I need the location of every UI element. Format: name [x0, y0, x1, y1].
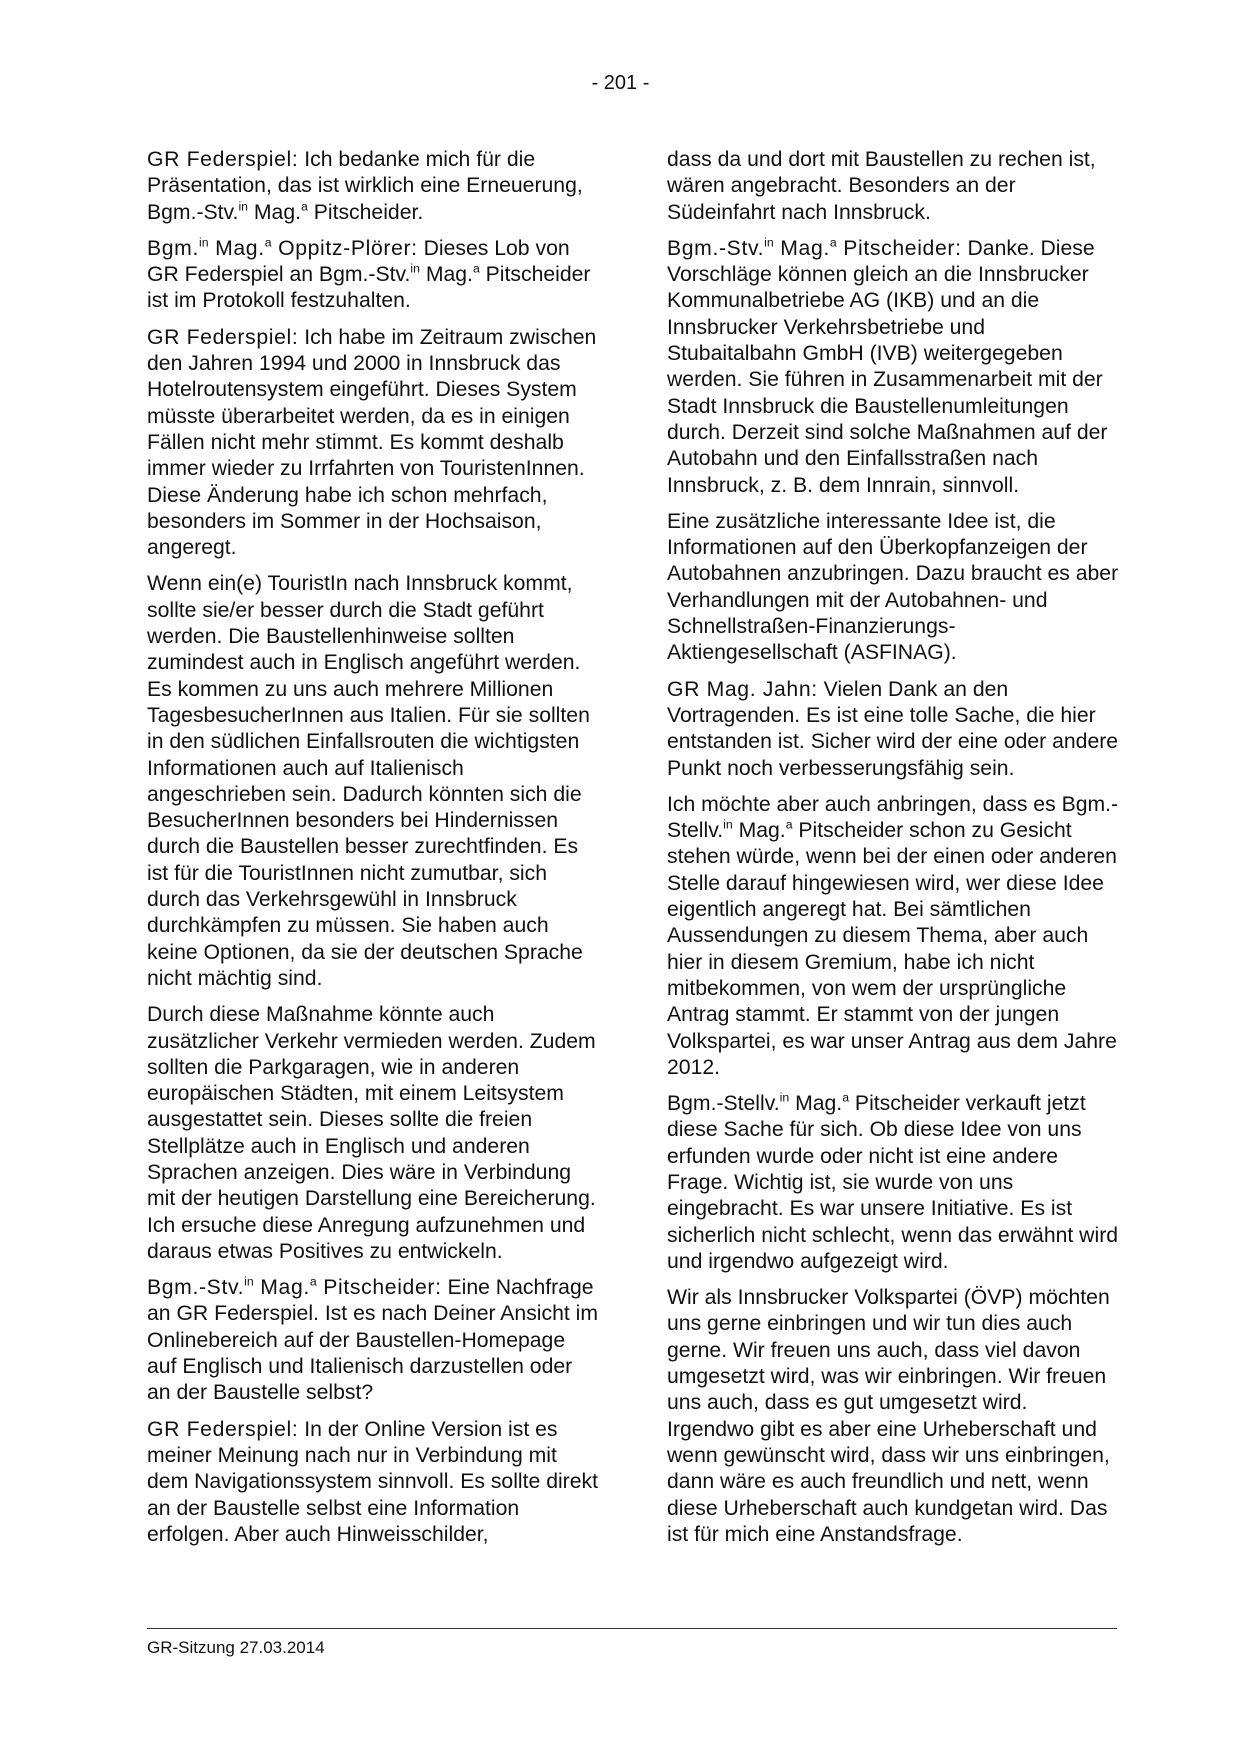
- speaker-name: Bgm.-Stv.: [147, 1276, 245, 1300]
- speaker-name: GR Federspiel:: [147, 148, 299, 171]
- paragraph-text: Vielen Dank an den Vortragenden. Es ist eine tolle Sache, die hier entstanden ist. Sicher wird der eine oder andere Punkt noch verbesserungsfähig sein.: [667, 677, 1119, 780]
- paragraph-pitscheider-question: [147, 1275, 599, 1406]
- paragraph-tourists: Wenn ein(e) TouristIn nach Innsbruck kommt, sollte sie/er besser durch die Stadt geführt werden. Die Baustellenhinweise sollten zumindest auch in Englisch angeführt werden. Es kommen zu uns auch mehrere Millionen TagesbesucherInnen aus Italien. Für sie sollten in den südlichen Einfallsrouten die wichtigsten Informationen auch auf Italienisch angeschrieben sein. Dadurch könnten sich die BesucherInnen besonders bei Hindernissen durch die Baustellen besser zurechtfinden. Es ist für die TouristInnen nicht zumutbar, sich durch das Verkehrsgewühl in Innsbruck durchkämpfen zu müssen. Sie haben auch keine Optionen, da sie der deutschen Sprache nicht mächtig sind.: [147, 572, 590, 990]
- paragraph-jahn-thanks: [667, 677, 1119, 782]
- paragraph-federspiel-thanks: [147, 147, 599, 226]
- paragraph-text: Ich habe im Zeitraum zwischen den Jahren 1994 und 2000 in Innsbruck das Hotelroutensystem eingeführt. Dieses System müsste überarbeitet werden, da es in einigen Fällen nicht mehr stimmt. Es kommt deshalb immer wieder zu Irrfahrten von TouristenInnen. Diese Änderung habe ich schon mehrfach, besonders im Sommer in der Hochsaison, angeregt.: [147, 325, 597, 560]
- superscript-in: in: [764, 235, 774, 250]
- paragraph-text: Mag.: [732, 819, 786, 843]
- speaker-name: Mag.: [208, 236, 265, 260]
- page-number: - 201 -: [591, 72, 650, 94]
- superscript-a: a: [785, 817, 793, 832]
- superscript-in: in: [244, 1274, 254, 1289]
- speaker-name: GR Federspiel:: [147, 325, 299, 349]
- superscript-a: a: [309, 1274, 317, 1289]
- paragraph-pitscheider-thanks: [667, 236, 1119, 499]
- speaker-name: Mag.: [253, 1276, 310, 1300]
- paragraph-authorship: Wir als Innsbrucker Volkspartei (ÖVP) möchten uns gerne einbringen und wir tun dies auch gerne. Wir freuen uns auch, dass viel davon umgesetzt wird, was wir einbringen. Wir freuen uns auch, dass es gut umgesetzt wird. Irgendwo gibt es aber eine Urheberschaft und wenn gewünscht wird, dass wir uns einbringen, dann wäre es auch freundlich und nett, wenn diese Urheberschaft auch kundgetan wird. Das ist für mich eine Anstandsfrage.: [667, 1286, 1110, 1546]
- paragraph-text: Mag.: [419, 263, 473, 287]
- paragraph-oppitz-ploerer: [147, 236, 599, 315]
- left-column: [147, 147, 599, 1558]
- paragraph-text: In der Online Version ist es meiner Meinung nach nur in Verbindung mit dem Navigationssystem sinnvoll. Es sollte direkt an der Baustelle selbst eine Information erfolgen. Aber auch Hinweisschilder,: [147, 1417, 598, 1546]
- paragraph-parking-guidance: Durch diese Maßnahme könnte auch zusätzlicher Verkehr vermieden werden. Zudem sollten die Parkgaragen, wie in anderen europäischen Städten, mit einem Leitsystem ausgestattet sein. Dieses sollte die freien Stellplätze auch in Englisch und anderen Sprachen anzeigen. Dies wäre in Verbindung mit der heutigen Darstellung eine Bereicherung. Ich ersuche diese Anregung aufzunehmen und daraus etwas Positives zu entwickeln.: [147, 1003, 596, 1263]
- speaker-name: Pitscheider:: [836, 236, 962, 260]
- speaker-name: GR Federspiel:: [147, 1417, 299, 1441]
- superscript-in: in: [199, 235, 209, 250]
- superscript-in: in: [238, 199, 248, 213]
- footer-session-date: GR-Sitzung 27.03.2014: [147, 1638, 325, 1657]
- paragraph-text: Ich möchte aber auch anbringen, dass es Bgm.-Stellv.: [667, 792, 1119, 843]
- right-column: [667, 147, 1119, 1558]
- superscript-in: in: [410, 261, 420, 276]
- speaker-name: Pitscheider:: [316, 1276, 442, 1300]
- speaker-name: Bgm.-Stv.: [667, 236, 765, 260]
- paragraph-text: Pitscheider schon zu Gesicht stehen würde, wenn bei der einen oder anderen Stelle darauf hingewiesen wird, wer diese Idee eigentlich angeregt hat. Bei sämtlichen Aussendungen zu diesem Thema, aber auch hier in diesem Gremium, habe ich nicht mitbekommen, von wem der ursprüngliche Antrag stammt. Er stammt von der jungen Volkspartei, es war unser Antrag aus dem Jahre 2012.: [667, 819, 1117, 1079]
- paragraph-text: Pitscheider ist im Protokoll festzuhalten.: [147, 263, 591, 313]
- speaker-name: GR Mag. Jahn:: [667, 677, 818, 701]
- superscript-a: a: [301, 199, 308, 213]
- paragraph-south-entrance: dass da und dort mit Baustellen zu rechen ist, wären angebracht. Besonders an der Südeinfahrt nach Innsbruck.: [667, 148, 1096, 224]
- paragraph-text: Ich bedanke mich für die Präsentation, das ist wirklich eine Erneuerung, Bgm.-Stv.: [147, 148, 583, 224]
- superscript-a: a: [842, 1090, 850, 1105]
- speaker-name: Mag.: [773, 236, 830, 260]
- superscript-a: a: [472, 261, 480, 276]
- superscript-a: a: [829, 235, 837, 250]
- speaker-name: Oppitz-Plörer:: [271, 236, 418, 260]
- paragraph-text: Bgm.-Stellv.: [667, 1092, 780, 1116]
- paragraph-initiative: [667, 1091, 1119, 1275]
- paragraph-text: Eine Nachfrage an GR Federspiel. Ist es nach Deiner Ansicht im Onlinebereich auf der Baustellen-Homepage auf Englisch und Italienisch darzustellen oder an der Baustelle selbst?: [147, 1276, 599, 1405]
- paragraph-text: Mag.: [789, 1092, 843, 1116]
- paragraph-original-motion: [667, 792, 1119, 1081]
- footer-divider: [147, 1628, 1117, 1629]
- speaker-name: Bgm.: [147, 236, 199, 260]
- paragraph-text: Mag.: [248, 200, 301, 224]
- paragraph-text: Danke. Diese Vorschläge können gleich an die Innsbrucker Kommunalbetriebe AG (IKB) und an die Innsbrucker Verkehrsbetriebe und Stubaitalbahn GmbH (IVB) weitergegeben werden. Sie führen in Zusammenarbeit mit der Stadt Innsbruck die Baustellenumleitungen durch. Derzeit sind solche Maßnahmen auf der Autobahn und den Einfallsstraßen nach Innsbruck, z. B. dem Innrain, sinnvoll.: [667, 236, 1108, 497]
- paragraph-text: Dieses Lob von GR Federspiel an Bgm.-Stv.: [147, 236, 570, 287]
- paragraph-federspiel-online: [147, 1417, 599, 1548]
- paragraph-overhead-displays: Eine zusätzliche interessante Idee ist, die Informationen auf den Überkopfanzeigen der Autobahnen anzubringen. Dazu braucht es aber Verhandlungen mit der Autobahnen- und Schnellstraßen-Finanzierungs-Aktiengesellschaft (ASFINAG).: [667, 509, 1119, 665]
- superscript-in: in: [779, 1090, 790, 1105]
- paragraph-federspiel-hotelroutes: [147, 325, 599, 562]
- paragraph-text: Pitscheider.: [307, 200, 424, 224]
- paragraph-text: Pitscheider verkauft jetzt diese Sache für sich. Ob diese Idee von uns erfunden wurde oder nicht ist eine andere Frage. Wichtig ist, sie wurde von uns eingebracht. Es war unsere Initiative. Es ist sicherlich nicht schlecht, wenn das erwähnt wird und irgendwo aufgezeigt wird.: [667, 1092, 1119, 1273]
- superscript-a: a: [264, 235, 272, 250]
- superscript-in: in: [723, 817, 733, 832]
